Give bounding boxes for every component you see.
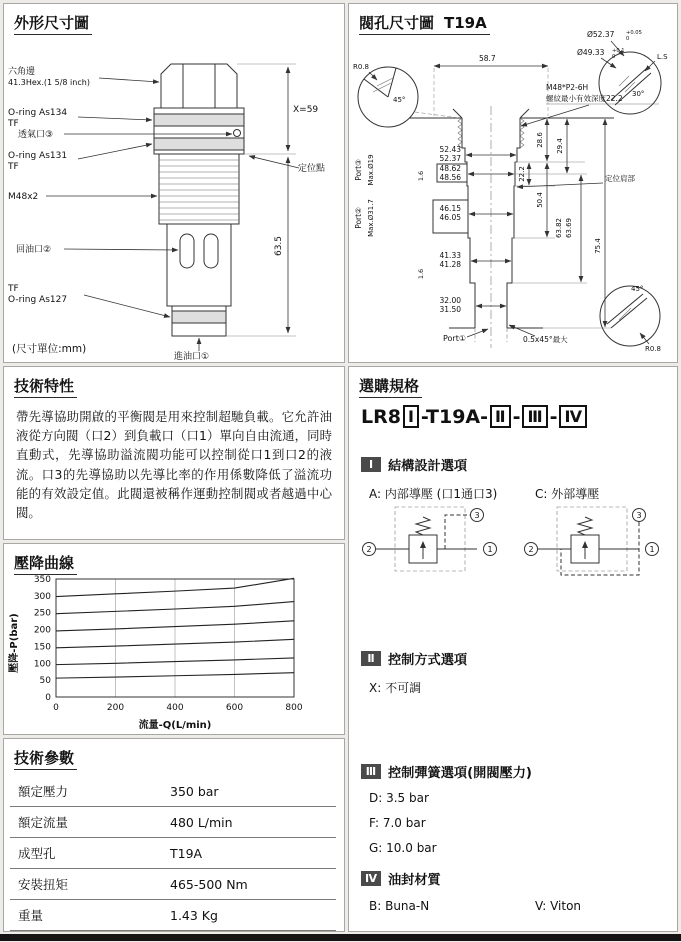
dim-label: 63.5 bbox=[274, 235, 284, 257]
dim-label: 48.62 bbox=[439, 164, 461, 173]
section-2-title: 控制方式選項 bbox=[388, 653, 468, 668]
dim-label: 32.00 bbox=[439, 296, 461, 305]
port-label: Port② bbox=[354, 207, 363, 229]
option-f: F: 7.0 bar bbox=[369, 816, 426, 830]
option-a: A: 内部導壓 (口1通口3) bbox=[369, 487, 498, 501]
callout-label: 回油口② bbox=[16, 245, 52, 255]
callout-label: M48x2 bbox=[8, 192, 39, 202]
dim-label: 46.05 bbox=[439, 213, 461, 222]
section-2-numeral: Ⅱ bbox=[361, 651, 381, 666]
dim-label: 63.82 bbox=[555, 217, 563, 239]
section-1-title: 結構設計選項 bbox=[388, 459, 468, 474]
code-box-2: Ⅱ bbox=[490, 405, 511, 428]
code-dash: - bbox=[512, 405, 521, 428]
dim-label: 29.4 bbox=[556, 138, 564, 154]
y-tick-label: 350 bbox=[33, 575, 51, 585]
dim-label: Ø49.33 bbox=[577, 48, 605, 57]
y-axis-label: 壓降-P(bar) bbox=[9, 613, 20, 673]
dim-label: 46.15 bbox=[439, 204, 461, 213]
section-1-numeral: Ⅰ bbox=[361, 457, 381, 472]
x-tick-label: 400 bbox=[166, 703, 184, 713]
section-4-header bbox=[361, 869, 441, 888]
y-tick-label: 100 bbox=[33, 659, 51, 670]
panel-title: 技術特性 bbox=[14, 375, 77, 398]
panel-title: 壓降曲線 bbox=[14, 552, 77, 575]
y-tick-label: 150 bbox=[33, 642, 51, 653]
section-3-header bbox=[361, 762, 532, 781]
dim-label: 63.69 bbox=[565, 217, 573, 239]
callout-label: 透氣口③ bbox=[18, 130, 54, 140]
port-max-label: Max.Ø31.7 bbox=[367, 199, 375, 237]
schematic-internal-pilot bbox=[359, 503, 504, 598]
port-number: 2 bbox=[528, 545, 534, 554]
callout-label: O-ring As131 bbox=[8, 151, 68, 161]
panel-title: 外形尺寸圖 bbox=[14, 12, 92, 35]
option-d: D: 3.5 bar bbox=[369, 791, 429, 805]
param-value: 480 L/min bbox=[170, 814, 233, 830]
dim-label: R0.8 bbox=[645, 345, 661, 353]
surface-finish: 1.6 bbox=[417, 170, 425, 182]
dim-label: 75.4 bbox=[594, 238, 602, 254]
code-box-3: Ⅲ bbox=[522, 405, 547, 428]
code-dash: - bbox=[549, 405, 558, 428]
section-3-title: 控制彈簧選項(開閥壓力) bbox=[388, 766, 532, 781]
param-label: 額定流量 bbox=[18, 815, 69, 830]
param-value: 1.43 Kg bbox=[170, 907, 218, 923]
port-label: Port③ bbox=[354, 159, 363, 181]
code-prefix: LR8 bbox=[361, 405, 401, 428]
callout-label: 定位點 bbox=[298, 164, 326, 174]
panel-ordering bbox=[348, 366, 678, 932]
port-number: 1 bbox=[487, 545, 493, 554]
dim-label: 58.7 bbox=[479, 54, 496, 63]
dim-label: R0.8 bbox=[353, 63, 369, 71]
section-4-title: 油封材質 bbox=[388, 873, 441, 888]
callout-label: 41.3Hex.(1 5/8 inch) bbox=[8, 78, 90, 87]
dim-label: X=59 bbox=[293, 105, 319, 115]
thread-note: 螺紋最小有效深度22.2 bbox=[546, 94, 623, 103]
cavity-title-text: 閥孔尺寸圖 bbox=[359, 14, 435, 32]
params-table bbox=[4, 776, 344, 931]
valve-body bbox=[154, 64, 244, 336]
section-1-header bbox=[361, 455, 467, 474]
panel-title: 技術參數 bbox=[14, 747, 77, 770]
panel-features bbox=[3, 366, 345, 540]
dim-label: 31.50 bbox=[439, 305, 461, 314]
dim-label: 45° bbox=[393, 96, 406, 104]
features-body: 帶先導協助開啟的平衡閥是用來控制超馳負載。它允許油液從方向閥（口2）到負載口（口1）單向自由流通，同時直動式，先導協助溢流閥功能可以控制從口1到口2的液流。口3的先導協助以先導比率的作用係數降低了溢流功能的有效設定值。此閥還被稱作運動控制閥或者越過中心閥。 bbox=[16, 409, 332, 521]
depth-dimensions bbox=[434, 66, 611, 328]
panel-params bbox=[3, 738, 345, 932]
x-tick-label: 0 bbox=[53, 703, 59, 713]
dim-tolerance: +0.05 bbox=[626, 30, 642, 36]
callout-label: TF bbox=[8, 119, 19, 129]
callout-label: 進油口① bbox=[174, 352, 210, 360]
y-tick-label: 300 bbox=[33, 591, 51, 602]
param-value: 465-500 Nm bbox=[170, 876, 248, 892]
param-value: 350 bar bbox=[170, 783, 219, 799]
param-label: 額定壓力 bbox=[18, 784, 69, 799]
detail-circle-bottom-right bbox=[600, 286, 660, 346]
schematic-external-pilot bbox=[521, 503, 666, 598]
dim-label: 52.37 bbox=[439, 154, 461, 163]
y-tick-label: 250 bbox=[33, 608, 51, 619]
dim-label: 50.4 bbox=[536, 192, 544, 208]
dim-label: 48.56 bbox=[439, 173, 461, 182]
param-label: 重量 bbox=[18, 908, 44, 923]
panel-outline-drawing bbox=[3, 3, 345, 363]
param-value: T19A bbox=[170, 845, 203, 861]
port-label: Port① bbox=[443, 334, 467, 343]
cavity-drawing bbox=[349, 28, 677, 360]
shoulder-label: 定位肩部 bbox=[605, 174, 635, 183]
ordering-code bbox=[361, 405, 589, 428]
port-number: 3 bbox=[636, 511, 642, 520]
port-max-label: Max.Ø19 bbox=[367, 154, 375, 186]
callout-label: TF bbox=[8, 284, 19, 294]
dim-label: 45° bbox=[631, 285, 644, 293]
dim-label: Ø52.37 bbox=[587, 30, 615, 39]
pressure-drop-chart bbox=[4, 573, 344, 733]
dim-label: 22.2 bbox=[518, 166, 526, 182]
dim-label: 52.43 bbox=[439, 145, 461, 154]
thread-spec: M48*P2-6H bbox=[546, 83, 589, 92]
detail-circle-top-right bbox=[599, 41, 661, 114]
unit-note: (尺寸單位:mm) bbox=[12, 343, 87, 355]
param-label: 安裝扭矩 bbox=[18, 877, 69, 892]
thread-hatching bbox=[159, 160, 239, 220]
param-label: 成型孔 bbox=[18, 846, 56, 861]
surface-finish: 1.6 bbox=[417, 268, 425, 280]
dim-label: 41.33 bbox=[439, 251, 461, 260]
table-row bbox=[10, 869, 336, 900]
dim-label: 28.6 bbox=[536, 132, 544, 148]
port-number: 2 bbox=[366, 545, 372, 554]
section-4-numeral: Ⅳ bbox=[361, 871, 381, 886]
x-tick-label: 200 bbox=[106, 703, 125, 713]
x-tick-label: 600 bbox=[225, 703, 244, 713]
code-box-1: Ⅰ bbox=[403, 405, 419, 428]
table-row bbox=[10, 807, 336, 838]
option-x: X: 不可調 bbox=[369, 681, 422, 695]
callout-label: TF bbox=[8, 162, 19, 172]
y-tick-label: 200 bbox=[33, 625, 51, 636]
option-b: B: Buna-N bbox=[369, 899, 430, 913]
section-3-numeral: Ⅲ bbox=[361, 764, 381, 779]
panel-title: 選購規格 bbox=[359, 375, 422, 398]
section-2-header bbox=[361, 649, 467, 668]
table-row bbox=[10, 838, 336, 869]
option-v: V: Viton bbox=[535, 899, 582, 913]
footer-bar bbox=[0, 934, 681, 941]
chamfer-label: 0.5x45°最大 bbox=[523, 335, 568, 344]
cavity-model: T19A bbox=[444, 14, 487, 32]
valve-outline-drawing bbox=[4, 34, 344, 360]
y-tick-label: 0 bbox=[45, 693, 51, 703]
port-number: 1 bbox=[649, 545, 655, 554]
dim-tolerance: +0.1 bbox=[612, 48, 625, 54]
table-row bbox=[10, 776, 336, 807]
dim-tolerance: 0 bbox=[612, 54, 616, 60]
port-number: 3 bbox=[474, 511, 480, 520]
dim-label: 41.28 bbox=[439, 260, 461, 269]
panel-cavity-drawing bbox=[348, 3, 678, 363]
callout-label: 六角邊 bbox=[8, 67, 36, 77]
x-tick-label: 800 bbox=[285, 703, 303, 713]
y-tick-label: 50 bbox=[39, 676, 51, 687]
code-box-4: Ⅳ bbox=[559, 405, 587, 428]
option-c: C: 外部導壓 bbox=[535, 487, 600, 501]
dim-label: 30° bbox=[632, 90, 645, 98]
option-g: G: 10.0 bar bbox=[369, 841, 437, 855]
callout-label: O-ring As127 bbox=[8, 295, 68, 305]
callout-label: O-ring As134 bbox=[8, 108, 68, 118]
dim-tolerance: 0 bbox=[626, 36, 630, 42]
x-axis-label: 流量-Q(L/min) bbox=[138, 720, 212, 731]
code-mid: -T19A- bbox=[420, 405, 489, 428]
panel-curve bbox=[3, 543, 345, 735]
table-row bbox=[10, 900, 336, 931]
dim-label: L.S bbox=[657, 53, 668, 61]
